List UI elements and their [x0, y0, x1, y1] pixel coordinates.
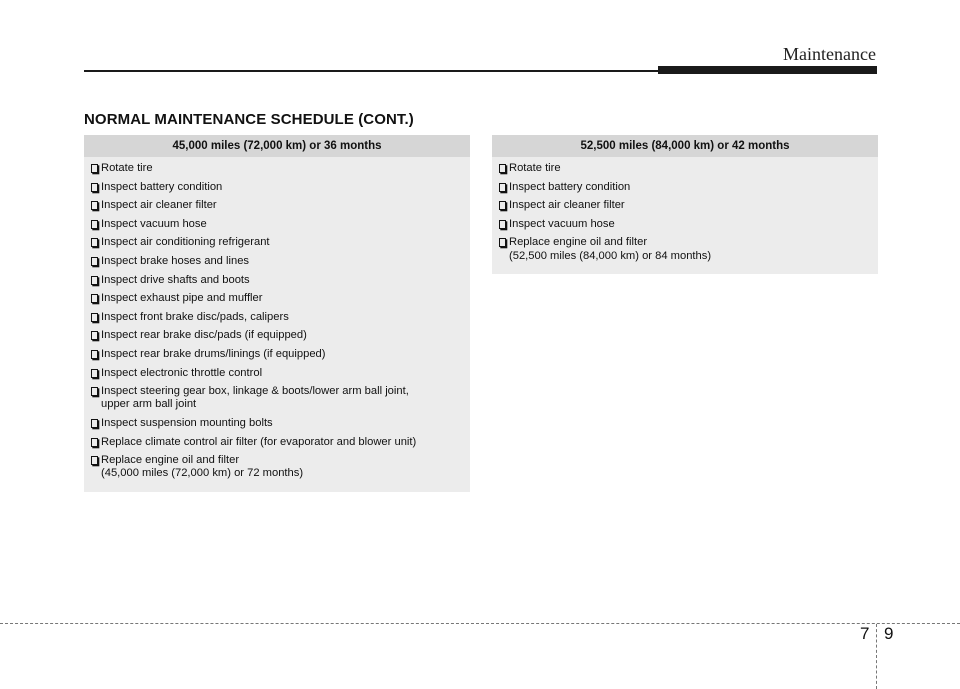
- checkbox-icon: [499, 238, 506, 247]
- checklist-item: [91, 181, 460, 194]
- checklist-item-label: Inspect steering gear box, linkage & boots/lower arm ball joint, upper arm ball joint: [101, 385, 409, 411]
- checklist-item-label: Inspect front brake disc/pads, calipers: [101, 310, 289, 323]
- checklist-item-label: Replace engine oil and filter (52,500 miles (84,000 km) or 84 months): [509, 236, 712, 262]
- page-number-divider: [876, 624, 877, 689]
- checkbox-icon: [91, 313, 98, 322]
- checkbox-icon: [91, 369, 98, 378]
- checkbox-icon: [91, 419, 98, 428]
- header-rule-accent: [658, 66, 877, 74]
- page-number: 9: [884, 624, 894, 643]
- checkbox-icon: [91, 276, 98, 285]
- checkbox-icon: [91, 456, 98, 465]
- checkbox-icon: [91, 201, 98, 210]
- checklist-item: [499, 218, 868, 231]
- checkbox-icon: [91, 294, 98, 303]
- checklist-item-label: Inspect brake hoses and lines: [101, 254, 250, 267]
- checklist-item: [91, 348, 460, 361]
- checklist-item: [499, 236, 868, 262]
- checklist-item-label: Rotate tire: [101, 162, 153, 174]
- checklist-item-label: Inspect air cleaner filter: [509, 199, 625, 212]
- checklist: [492, 157, 878, 274]
- checkbox-icon: [91, 220, 98, 229]
- checkbox-icon: [91, 257, 98, 266]
- checkbox-icon: [91, 438, 98, 447]
- checklist-item-label: Rotate tire: [509, 162, 561, 174]
- checkbox-icon: [91, 350, 98, 359]
- checklist-item: [91, 311, 460, 324]
- checkbox-icon: [91, 331, 98, 340]
- checklist-item-label: Inspect rear brake disc/pads (if equipped): [101, 329, 307, 342]
- checklist-item: [91, 367, 460, 380]
- checklist-item-label: Replace engine oil and filter (45,000 miles (72,000 km) or 72 months): [101, 454, 304, 480]
- checklist-item: [91, 199, 460, 212]
- checkbox-icon: [499, 183, 506, 192]
- checklist-item-label: Inspect battery condition: [101, 180, 223, 193]
- checklist-item: [91, 292, 460, 305]
- checklist-item: [499, 162, 868, 175]
- checklist-item: [91, 274, 460, 287]
- panel-title: 45,000 miles (72,000 km) or 36 months: [84, 135, 470, 157]
- checklist-item-label: Inspect battery condition: [509, 180, 631, 193]
- checklist-item-label: Inspect air cleaner filter: [101, 199, 217, 212]
- checklist-item: [91, 162, 460, 175]
- checklist-item-label: Inspect vacuum hose: [101, 217, 207, 230]
- schedule-panel-52500: [492, 135, 878, 274]
- checkbox-icon: [499, 220, 506, 229]
- checkbox-icon: [499, 201, 506, 210]
- checkbox-icon: [91, 387, 98, 396]
- checklist-item: [91, 236, 460, 249]
- section-title: Maintenance: [783, 44, 876, 64]
- checklist-item: [91, 255, 460, 268]
- panel-title: 52,500 miles (84,000 km) or 42 months: [492, 135, 878, 157]
- checklist-item: [91, 454, 460, 480]
- footer-rule: [0, 623, 960, 624]
- checklist-item-label: Inspect exhaust pipe and muffler: [101, 292, 263, 305]
- checklist-item-label: Inspect electronic throttle control: [101, 366, 263, 379]
- checklist-item: [499, 199, 868, 212]
- checklist-item: [499, 181, 868, 194]
- checkbox-icon: [499, 164, 506, 173]
- checklist-item: [91, 329, 460, 342]
- page-heading: NORMAL MAINTENANCE SCHEDULE (CONT.): [84, 111, 414, 128]
- checklist-item-label: Inspect vacuum hose: [509, 217, 615, 230]
- checklist-item-label: Inspect rear brake drums/linings (if equipped): [101, 347, 326, 360]
- checkbox-icon: [91, 238, 98, 247]
- checklist-item-label: Inspect drive shafts and boots: [101, 273, 250, 286]
- checklist-item: [91, 417, 460, 430]
- checklist: [84, 157, 470, 492]
- checklist-item-label: Inspect suspension mounting bolts: [101, 416, 273, 429]
- checklist-item-label: Inspect air conditioning refrigerant: [101, 236, 270, 249]
- checklist-item: [91, 218, 460, 231]
- schedule-panel-45000: [84, 135, 470, 492]
- checklist-item: [91, 385, 460, 411]
- checkbox-icon: [91, 183, 98, 192]
- checkbox-icon: [91, 164, 98, 173]
- checklist-item: [91, 436, 460, 449]
- header-rule: [84, 70, 660, 72]
- chapter-number: 7: [860, 624, 870, 643]
- checklist-item-label: Replace climate control air filter (for evaporator and blower unit): [101, 435, 417, 448]
